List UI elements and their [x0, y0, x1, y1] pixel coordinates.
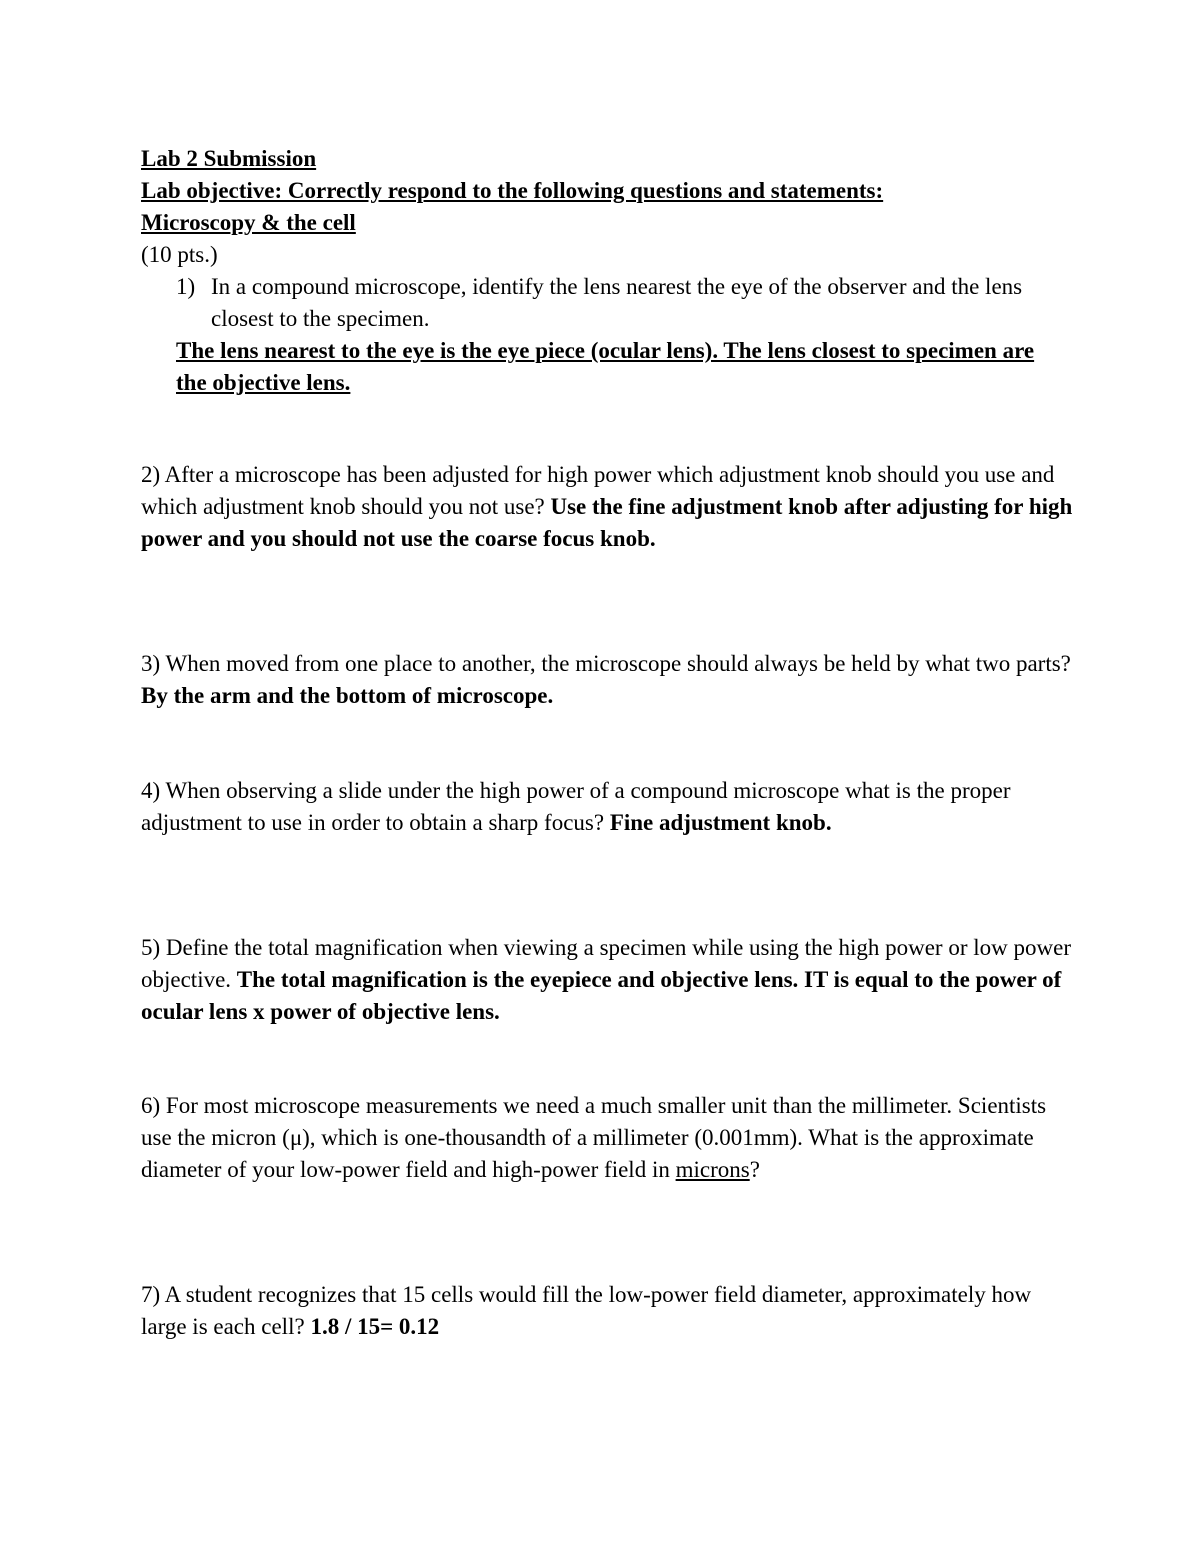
- question-7: [141, 1279, 1081, 1343]
- question-1-answer: The lens nearest to the eye is the eye piece (ocular lens). The lens closest to specimen are the objective lens.: [176, 338, 1035, 395]
- question-2-answer: Use the fine adjustment knob after adjusting for high power and you should not use the coarse focus knob.: [141, 494, 1073, 551]
- question-6-underlined-word: microns: [675, 1157, 750, 1182]
- question-5: [141, 932, 1081, 1028]
- question-6: [141, 1090, 1081, 1186]
- lab-topic: Microscopy & the cell: [141, 210, 356, 235]
- question-4: [141, 775, 1081, 839]
- lab-objective: Lab objective: Correctly respond to the following questions and statements:: [141, 178, 884, 203]
- question-3-text: 3) When moved from one place to another, the microscope should always be held by what two parts?: [141, 651, 1071, 676]
- question-2: [141, 459, 1081, 555]
- question-3: [141, 648, 1081, 712]
- question-5-text: 5) Define the total magnification when viewing a specimen while using the high power or low power objective.: [141, 935, 1071, 992]
- question-1-text: In a compound microscope, identify the lens nearest the eye of the observer and the lens closest to the specimen.: [211, 274, 1023, 331]
- question-7-answer: 1.8 / 15= 0.12: [310, 1314, 440, 1339]
- question-6-text-end: ?: [749, 1157, 760, 1182]
- points-label: (10 pts.): [141, 242, 218, 267]
- question-5-answer: The total magnification is the eyepiece and objective lens. IT is equal to the power of ocular lens x power of objective lens.: [141, 967, 1062, 1024]
- question-3-answer: By the arm and the bottom of microscope.: [141, 683, 554, 708]
- question-4-answer: Fine adjustment knob.: [609, 810, 832, 835]
- question-4-text: 4) When observing a slide under the high power of a compound microscope what is the proper adjustment to use in order to obtain a sharp focus?: [141, 778, 1011, 835]
- document-title: Lab 2 Submission: [141, 146, 317, 171]
- document-header: [141, 143, 1081, 271]
- question-7-text: 7) A student recognizes that 15 cells would fill the low-power field diameter, approximately how large is each cell?: [141, 1282, 1032, 1339]
- question-1-number: 1): [176, 274, 196, 299]
- question-2-text: 2) After a microscope has been adjusted for high power which adjustment knob should you use and which adjustment knob should you not use?: [141, 462, 1055, 519]
- question-6-text: 6) For most microscope measurements we need a much smaller unit than the millimeter. Scientists use the micron (μ), which is one-thousandth of a millimeter (0.001mm). What is the approximate diameter of your low-power field and high-power field in: [141, 1093, 1047, 1182]
